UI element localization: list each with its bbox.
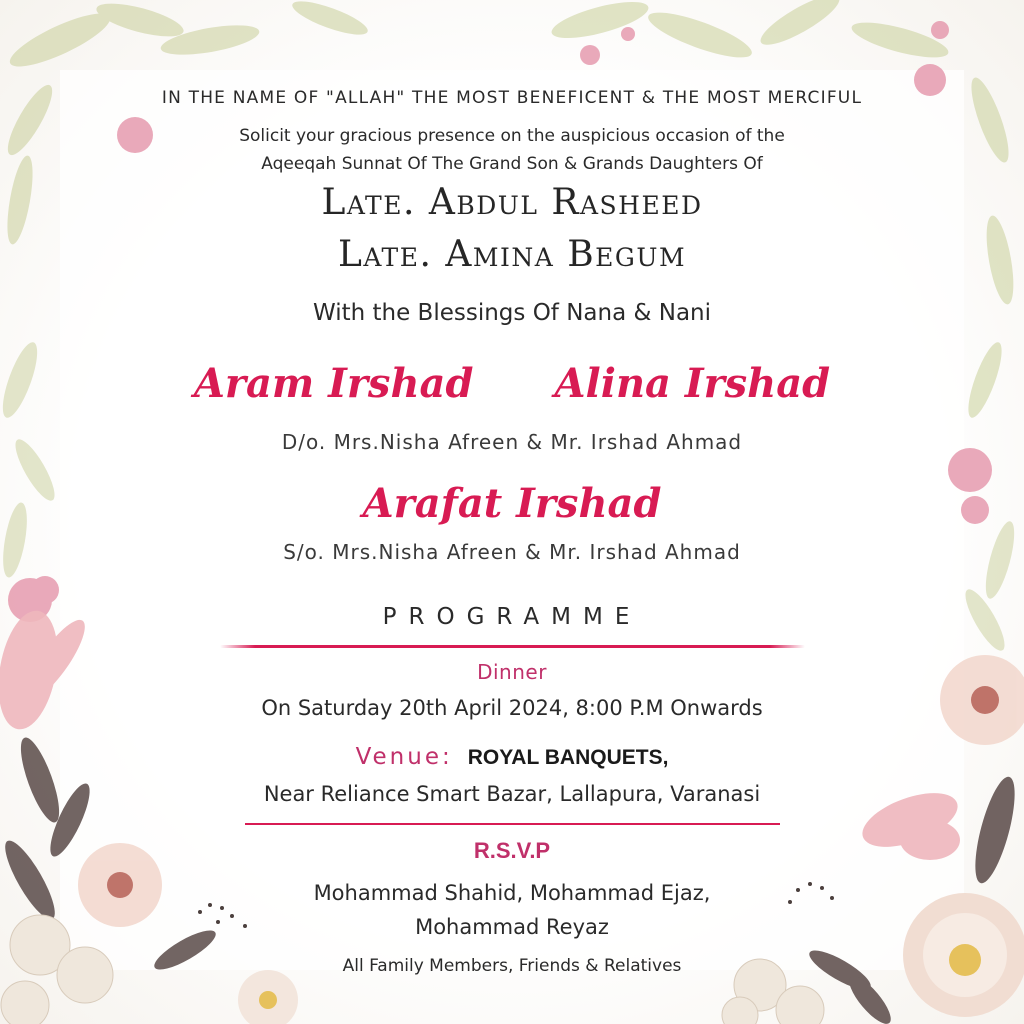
event-name: Dinner [477,660,547,684]
rsvp-divider [245,823,780,825]
venue-row [0,744,1024,770]
rsvp-names [0,876,1024,944]
son-name-row [0,480,1024,527]
daughters-parents: D/o. Mrs.Nisha Afreen & Mr. Irshad Ahmad [281,430,743,454]
venue-name: ROYAL BANQUETS, [467,746,669,769]
daughters-names [0,360,1024,407]
rsvp-names-line-2: Mohammad Reyaz [415,915,609,939]
family-line: All Family Members, Friends & Relatives [342,956,682,976]
solicit-line-1: Solicit your gracious presence on the auspicious occasion of the [239,126,785,146]
venue-label: Venue: [355,744,453,770]
grandparent-1: Late. Abdul Rasheed [321,182,703,223]
bismillah-line: IN THE NAME OF "ALLAH" THE MOST BENEFICENT & THE MOST MERCIFUL [161,88,863,108]
blessing-line: With the Blessings Of Nana & Nani [312,300,712,326]
venue-address: Near Reliance Smart Bazar, Lallapura, Varanasi [263,782,761,806]
rsvp-heading: R.S.V.P [473,838,551,863]
programme-divider [220,645,805,648]
child-name-aram: Aram Irshad [193,360,474,407]
rsvp-names-line-1: Mohammad Shahid, Mohammad Ejaz, [313,881,711,905]
solicit-text [0,122,1024,178]
son-parents: S/o. Mrs.Nisha Afreen & Mr. Irshad Ahmad [283,540,741,564]
event-datetime: On Saturday 20th April 2024, 8:00 P.M Onwards [261,696,763,720]
child-name-arafat: Arafat Irshad [362,480,662,527]
programme-heading: PROGRAMME [382,604,642,630]
child-name-alina: Alina Irshad [554,360,831,407]
solicit-line-2: Aqeeqah Sunnat Of The Grand Son & Grands Daughters Of [261,154,763,174]
grandparent-2: Late. Amina Begum [337,234,687,275]
